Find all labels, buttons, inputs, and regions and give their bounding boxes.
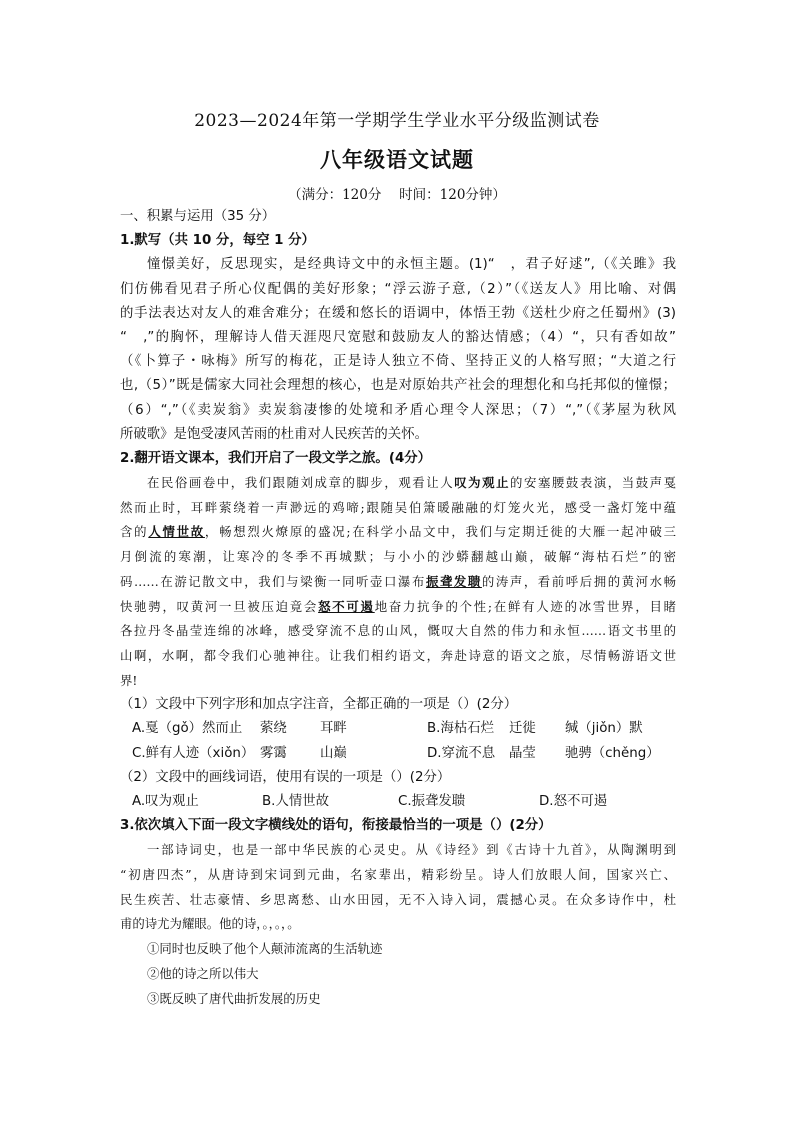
passage-text: 在民俗画卷中，我们跟随刘成章的脚步，观看让人	[147, 475, 455, 491]
option-b-word: 缄（jiǒn）默	[565, 721, 643, 737]
q2-passage	[120, 471, 676, 693]
option-d[interactable]: D.怒不可遏	[539, 794, 608, 809]
q2-sub2-stem: （2）文段中的画线词语，使用有误的一项是（）(2分）	[120, 769, 451, 785]
option-a[interactable]: A.叹为观止	[132, 794, 199, 809]
q2-passage-line: 界!	[120, 672, 138, 688]
q1-line: 所破歌》是饱受凄风苦雨的杜甫对人民疾苦的关怀。	[120, 426, 428, 442]
q2-passage-line	[120, 595, 676, 620]
option-c-word: 雾霭	[260, 745, 287, 761]
underlined-word: 人情世故	[148, 524, 205, 540]
exam-info: （满分：120分 时间：120分钟）	[288, 187, 506, 203]
section-heading: 一、积累与运用（35 分）	[120, 209, 276, 224]
q1-line: 也,（5）”既是儒家大同社会理想的核心，也是对原始共产社会的理想化和乌托邦似的憧憬；	[120, 378, 676, 394]
q2-passage-line: 山啊，水啊，都令我们心驰神往。让我们相约语文，奔赴诗意的语文之旅，尽情畅游语文世	[120, 647, 676, 663]
q2-passage-line: 然而止时，耳畔萦绕着一声渺远的鸡啼;跟随吴伯箫暖融融的灯笼火光，感受一盏灯笼中蕴	[120, 499, 676, 515]
q3-option: ②他的诗之所以伟大	[147, 965, 259, 981]
q1-line: 的手法表达对友人的难舍难分；在缓和悠长的语调中，体悟王勃《送杜少府之任蜀州》(3)	[120, 305, 676, 321]
option-b-word: 迁徙	[509, 721, 536, 737]
exam-title: 2023—2024年第一学期学生学业水平分级监测试卷	[194, 111, 600, 131]
q2-passage-line	[120, 520, 676, 545]
q1-line: “ ,”的胸怀，理解诗人借天涯咫尺宽慰和鼓励友人的豁达情感；（4）“，只有香如故”	[120, 329, 676, 345]
q3-option: ①同时也反映了他个人颠沛流离的生活轨迹	[147, 941, 383, 957]
underlined-word: 怒不可遏	[318, 598, 375, 614]
q2-passage-line	[120, 471, 676, 496]
passage-text: 地奋力抗争的个性;在鲜有人迹的冰雪世界，目睹	[374, 598, 676, 614]
passage-text: 码……在游记散文中，我们与梁衡一同听壶口瀑布	[120, 573, 426, 589]
q3-passage	[120, 838, 676, 1011]
q2-heading: 2.翻开语文课本，我们开启了一段文学之旅。(4分）	[120, 450, 432, 466]
exam-body	[120, 205, 676, 1011]
option-d[interactable]: D.穿流不息	[427, 745, 496, 761]
option-c[interactable]: C.鲜有人迹（xiǒn）	[132, 745, 255, 761]
passage-text: 快驰骋，叹黄河一旦被压迫竟会	[120, 598, 319, 614]
option-d-word: 驰骋（chěng）	[565, 745, 660, 761]
q1-line: 憧憬美好，反思现实，是经典诗文中的永恒主题。(1)“ ，君子好逑”,（《关雎》我	[147, 257, 676, 273]
q2-sub1-options-row	[120, 717, 676, 741]
passage-text: 的涛声，看前呼后拥的黄河水畅	[481, 573, 676, 589]
option-d-word: 晶莹	[509, 745, 536, 761]
passage-text: 含的	[120, 524, 149, 540]
passage-text: ，畅想烈火燎原的盛况;在科学小品文中，我们与定期迁徙的大雁一起冲破三	[204, 524, 676, 540]
q1-line: 们仿佛看见君子所心仪配偶的美好形象；“浮云游子意,（2）”（《送友人》用比喻、对偶	[120, 281, 676, 297]
q3-option: ③既反映了唐代曲折发展的历史	[147, 990, 321, 1006]
q1-line: （6）“,”（《卖炭翁》卖炭翁凄惨的处境和矛盾心理令人深思；（7）“,”（《茅屋为秋风	[120, 402, 676, 418]
subject-title: 八年级语文试题	[320, 148, 474, 172]
option-a[interactable]: A.戛（gǒ）然而止	[132, 721, 243, 737]
underlined-word: 振聋发聩	[425, 573, 482, 589]
q2-sub2-options-row	[120, 790, 676, 814]
q2-sub1-stem: （1）文段中下列字形和加点字注音，全都正确的一项是（）(2分）	[120, 697, 518, 713]
option-c[interactable]: C.振聋发聩	[398, 794, 466, 809]
passage-text: 的安塞腰鼓表演，当鼓声戛	[510, 475, 676, 491]
q2-passage-line: 月倒流的寒潮，让寒冷的冬季不再城默；与小小的沙蟒翻越山巅，破解“海枯石烂”的密	[120, 549, 676, 565]
q3-passage-line: 民生疾苦、壮志豪情、乡思离愁、山水田园，无不入诗入词，震撼心灵。在众多诗作中，杜	[120, 891, 676, 907]
marked-word: 叹为观止	[454, 475, 511, 491]
option-b[interactable]: B.人情世故	[262, 794, 330, 809]
q3-passage-line: 甫的诗尤为耀眼。他的诗，。，。，。	[120, 916, 300, 932]
q3-heading: 3.依次填入下面一段文字横线处的语句，衔接最恰当的一项是（）(2分）	[120, 818, 552, 834]
option-b[interactable]: B.海枯石烂	[427, 721, 495, 737]
q3-passage-line: 一部诗词史，也是一部中华民族的心灵史。从《诗经》到《古诗十九首》，从陶渊明到	[147, 842, 676, 858]
option-a-word: 萦绕	[260, 721, 287, 737]
q1-heading: 1.默写（共 10 分，每空 1 分）	[120, 233, 315, 249]
option-a-word: 耳畔	[320, 721, 347, 737]
q1-line: （《卜算子・咏梅》所写的梅花，正是诗人独立不倚、坚持正义的人格写照；“大道之行	[120, 354, 676, 370]
q2-sub1-options-row	[120, 742, 676, 766]
q2-passage-line	[120, 570, 676, 595]
option-c-word: 山巅	[320, 745, 347, 761]
q3-passage-line: “初唐四杰”，从唐诗到宋词到元曲，名家辈出，精彩纷呈。诗人们放眼人间，国家兴亡、	[120, 867, 676, 883]
q1-paragraph	[120, 253, 676, 447]
q2-passage-line: 各拉丹冬晶莹连绵的冰峰，感受穿流不息的山风，慨叹大自然的伟力和永恒……语文书里的	[120, 623, 676, 639]
